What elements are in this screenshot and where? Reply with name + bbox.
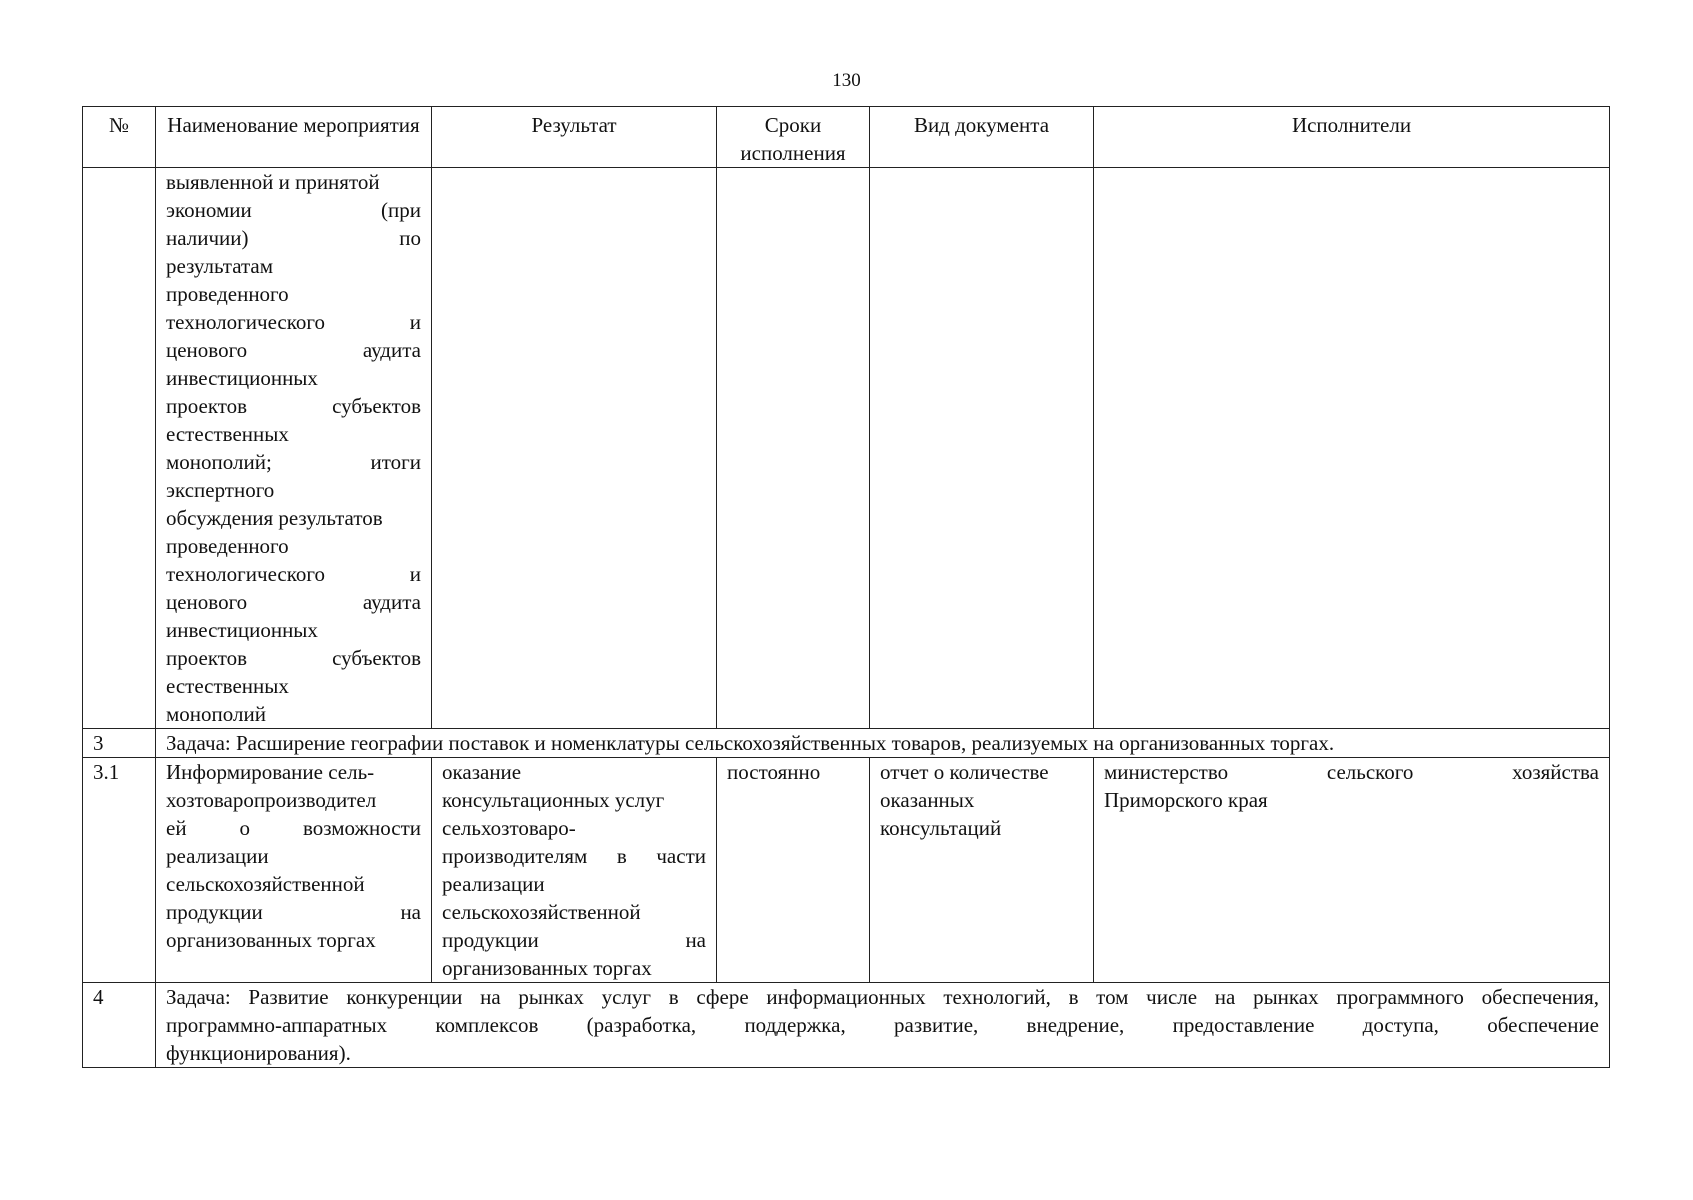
name-line: технологического и bbox=[166, 310, 421, 334]
name-line: результатам bbox=[166, 254, 274, 278]
name-line: монополий bbox=[166, 702, 266, 726]
cell-result bbox=[432, 758, 717, 983]
cell-no: 3 bbox=[83, 729, 156, 758]
measures-table bbox=[82, 106, 1610, 1068]
result-line: оказание bbox=[442, 760, 522, 784]
task-3-text: Задача: Расширение географии поставок и номенклатуры сельскохозяйственных товаров, реализуемых на организованных торгах. bbox=[156, 729, 1610, 758]
cell-no: 3.1 bbox=[83, 758, 156, 983]
name-line: хозтоваропроизводител bbox=[166, 788, 377, 812]
result-line: продукции на bbox=[442, 928, 706, 952]
cell-executors bbox=[1094, 758, 1610, 983]
name-line: экспертного bbox=[166, 478, 275, 502]
header-doc-type: Вид документа bbox=[870, 107, 1094, 168]
name-line: естественных bbox=[166, 674, 289, 698]
task-4-text bbox=[156, 983, 1610, 1068]
name-line: организованных торгах bbox=[166, 928, 376, 952]
doc-type-line: оказанных bbox=[880, 788, 975, 812]
name-line: проведенного bbox=[166, 282, 289, 306]
result-line: реализации bbox=[442, 872, 545, 896]
table-row-task-4 bbox=[83, 983, 1610, 1068]
name-line: монополий; итоги bbox=[166, 450, 421, 474]
result-line: консультационных услуг bbox=[442, 788, 665, 812]
name-line: экономии (при bbox=[166, 198, 421, 222]
name-line: проектов субъектов bbox=[166, 394, 421, 418]
name-line: инвестиционных bbox=[166, 366, 318, 390]
table-header-row bbox=[83, 107, 1610, 168]
cell-result bbox=[432, 168, 717, 729]
name-line: Информирование сель- bbox=[166, 760, 375, 784]
name-line: обсуждения результатов bbox=[166, 506, 383, 530]
header-deadline: Сроки исполнения bbox=[717, 107, 870, 168]
doc-type-line: отчет о количестве bbox=[880, 760, 1049, 784]
name-line: технологического и bbox=[166, 562, 421, 586]
cell-executors bbox=[1094, 168, 1610, 729]
name-line: сельскохозяйственной bbox=[166, 872, 365, 896]
task-line: программно-аппаратных комплексов (разработка, поддержка, развитие, внедрение, предоставление доступа, обеспечение bbox=[166, 1013, 1599, 1037]
cell-no: 4 bbox=[83, 983, 156, 1068]
name-line: ценового аудита bbox=[166, 338, 421, 362]
name-line: инвестиционных bbox=[166, 618, 318, 642]
header-executors: Исполнители bbox=[1094, 107, 1610, 168]
header-no: № bbox=[83, 107, 156, 168]
name-line: продукции на bbox=[166, 900, 421, 924]
cell-deadline bbox=[717, 168, 870, 729]
cell-deadline: постоянно bbox=[717, 758, 870, 983]
page-number: 130 bbox=[832, 70, 861, 91]
name-line: ценового аудита bbox=[166, 590, 421, 614]
executors-line: министерство сельского хозяйства bbox=[1104, 760, 1599, 784]
name-line: реализации bbox=[166, 844, 269, 868]
header-name: Наименование мероприятия bbox=[156, 107, 432, 168]
result-line: производителям в части bbox=[442, 844, 706, 868]
table-row-task-3 bbox=[83, 729, 1610, 758]
table-row-continued bbox=[83, 168, 1610, 729]
cell-doc-type bbox=[870, 168, 1094, 729]
table-row-3-1 bbox=[83, 758, 1610, 983]
name-line: проведенного bbox=[166, 534, 289, 558]
name-line: ей о возможности bbox=[166, 816, 421, 840]
header-result: Результат bbox=[432, 107, 717, 168]
name-line: проектов субъектов bbox=[166, 646, 421, 670]
cell-name bbox=[156, 168, 432, 729]
name-line: выявленной и принятой bbox=[166, 170, 380, 194]
result-line: сельскохозяйственной bbox=[442, 900, 641, 924]
name-line: естественных bbox=[166, 422, 289, 446]
cell-doc-type bbox=[870, 758, 1094, 983]
result-line: сельхозтоваро- bbox=[442, 816, 576, 840]
cell-no bbox=[83, 168, 156, 729]
executors-line: Приморского края bbox=[1104, 788, 1268, 812]
result-line: организованных торгах bbox=[442, 956, 652, 980]
task-line: Задача: Развитие конкуренции на рынках услуг в сфере информационных технологий, в том числе на рынках программного обеспечения, bbox=[166, 985, 1599, 1009]
name-line: наличии) по bbox=[166, 226, 421, 250]
task-line: функционирования). bbox=[166, 1041, 351, 1065]
cell-name bbox=[156, 758, 432, 983]
doc-type-line: консультаций bbox=[880, 816, 1002, 840]
